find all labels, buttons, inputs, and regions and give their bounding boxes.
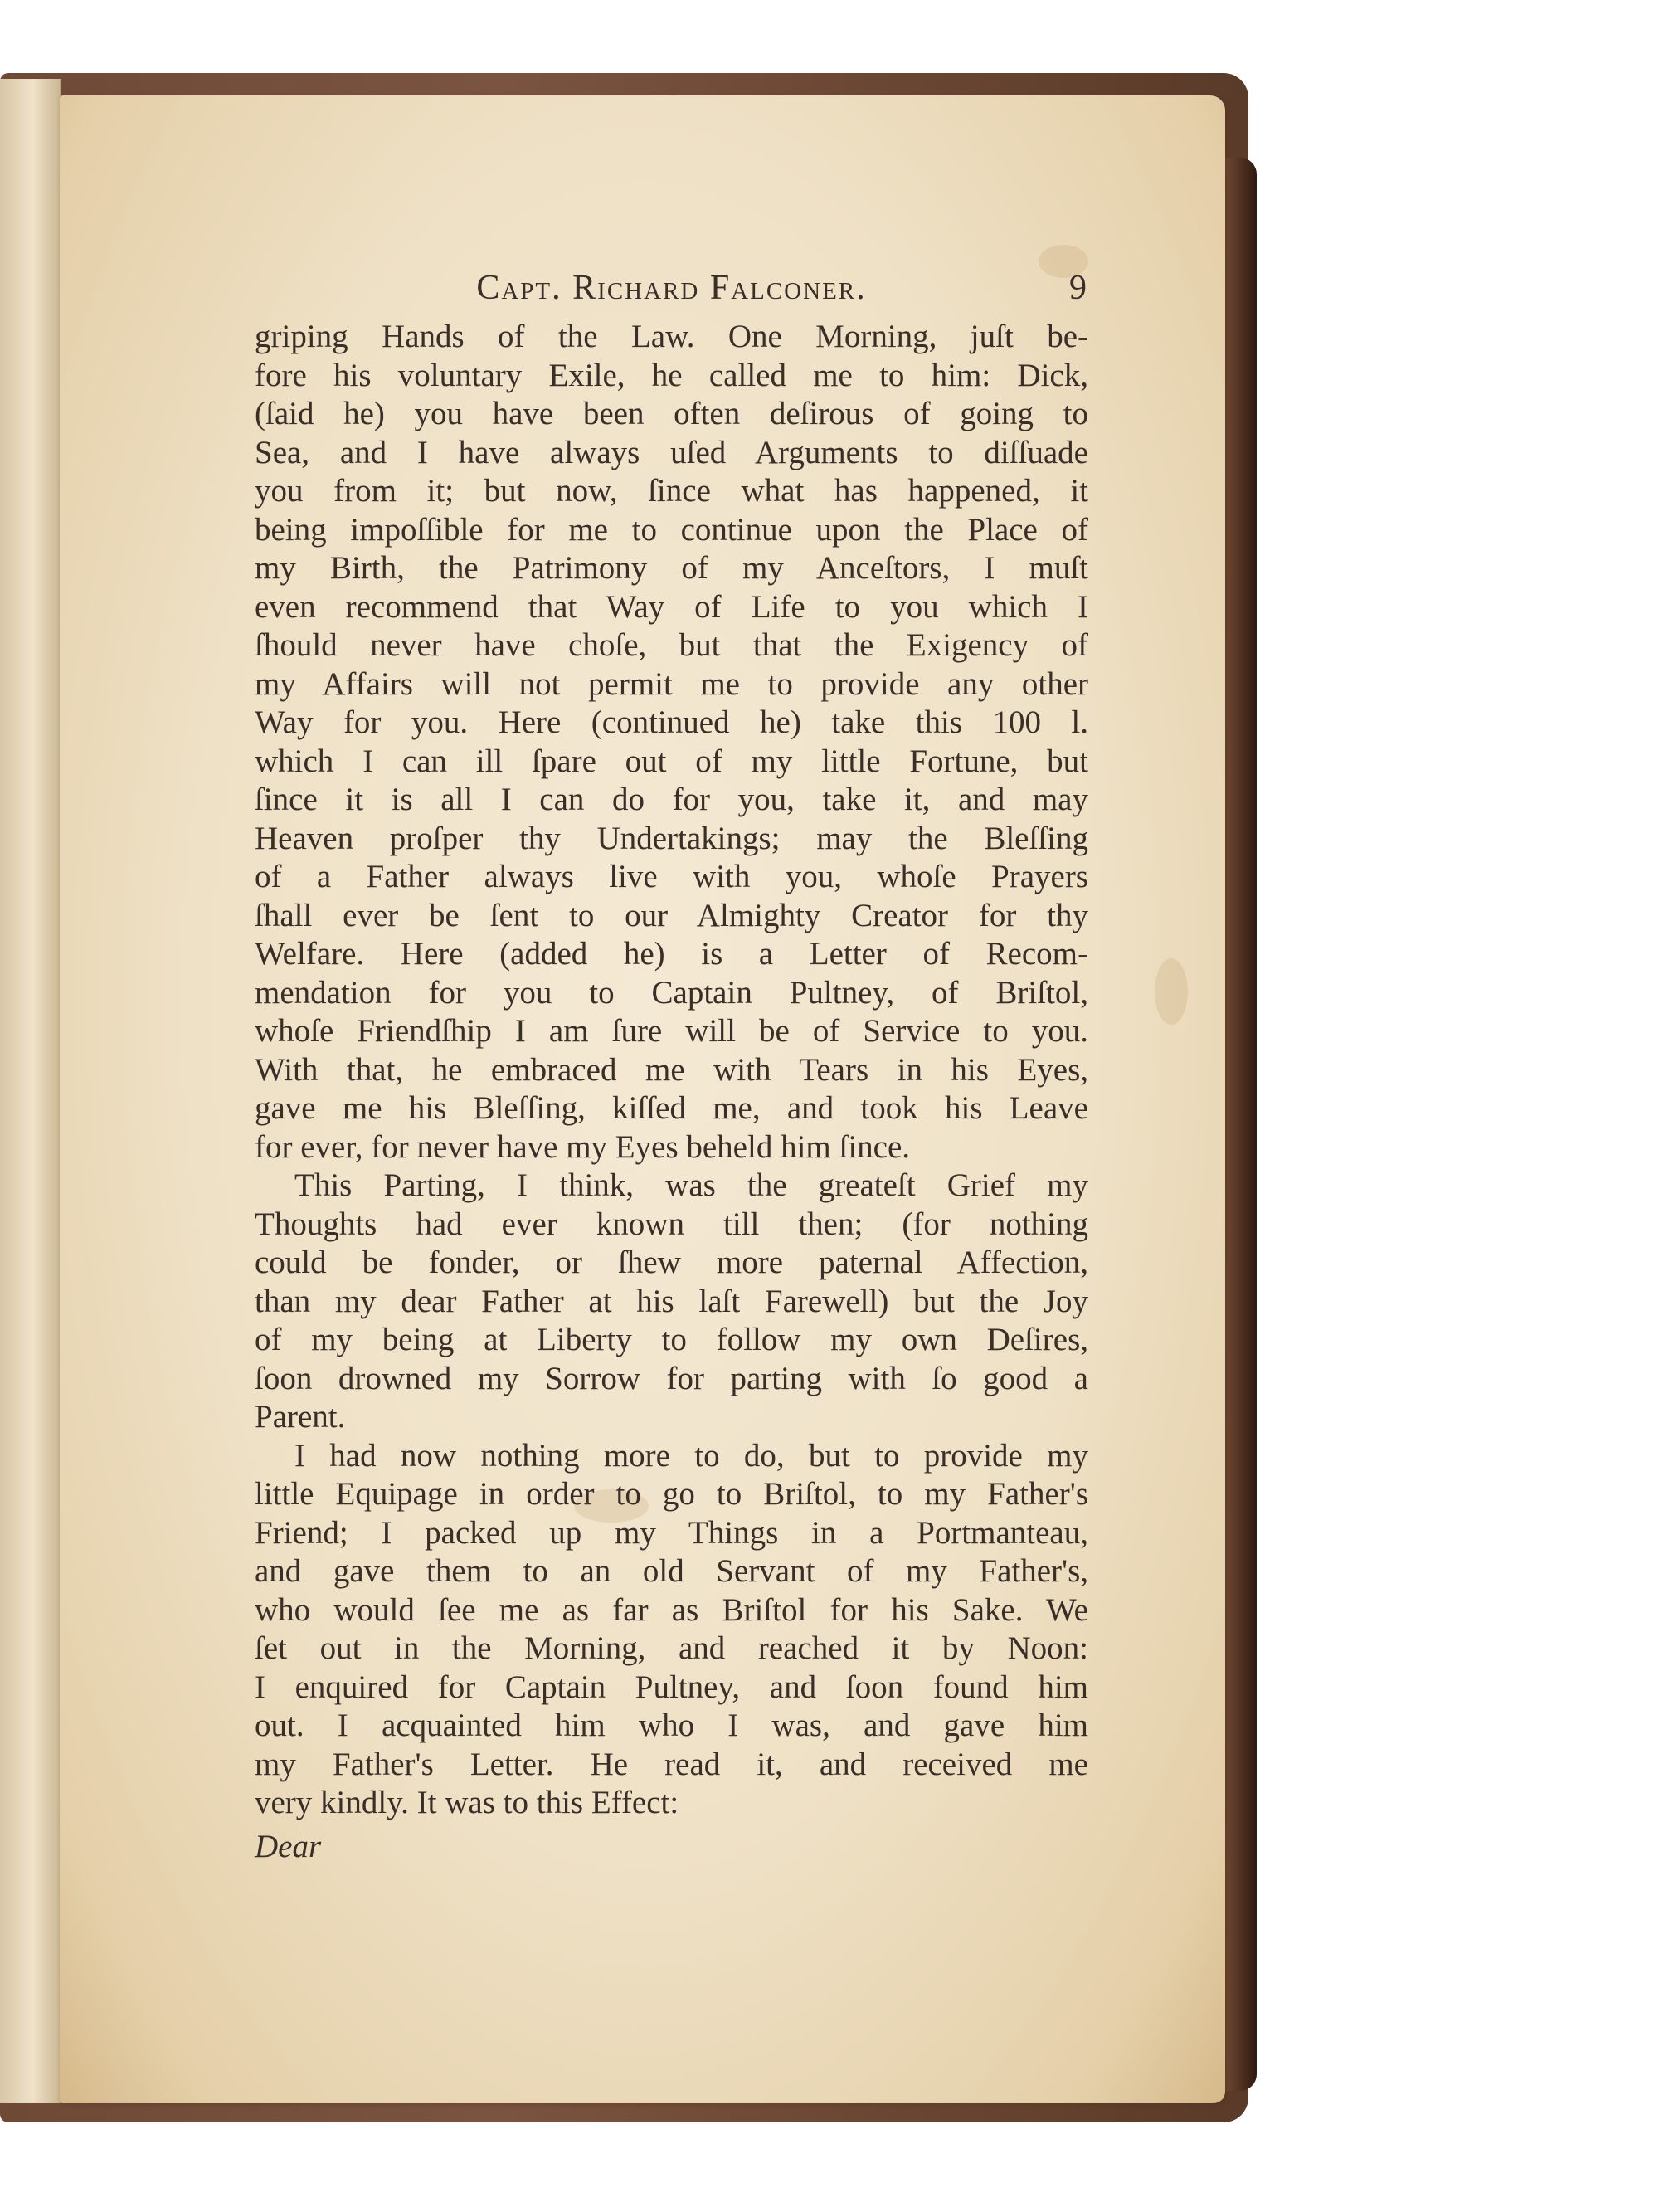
text-line: my Father's Letter. He read it, and received me [255, 1746, 1088, 1782]
running-header [255, 268, 1088, 318]
text-line: griping Hands of the Law. One Morning, juſt be- [255, 319, 1088, 354]
running-title: Capt. Richard Falconer. [476, 269, 867, 307]
text-line: for ever, for never have my Eyes beheld him ſince. [255, 1128, 911, 1165]
text-line: of a Father always live with you, whoſe Prayers [255, 859, 1088, 894]
text-line: Way for you. Here (continued he) take this 100 l. [255, 704, 1088, 740]
text-line: Heaven proſper thy Undertakings; may the Bleſſing [255, 820, 1088, 856]
text-line: even recommend that Way of Life to you which I [255, 588, 1088, 625]
text-line: Parent. [255, 1399, 346, 1435]
text-line: fore his voluntary Exile, he called me to him: Dick, [255, 357, 1088, 393]
foxing-spot [1155, 958, 1188, 1025]
text-line: very kindly. It was to this Effect: [255, 1785, 679, 1820]
page-number: 9 [1069, 269, 1088, 307]
text-line: Thoughts had ever known till then; (for nothing [255, 1206, 1088, 1242]
left-page-edges [0, 79, 61, 2103]
page-text-block [255, 268, 1088, 1866]
book-page [60, 95, 1225, 2103]
body-text [255, 318, 1088, 1866]
text-line: than my dear Father at his laſt Farewell) but the Joy [255, 1283, 1088, 1319]
catchword: Dear [255, 1828, 322, 1864]
text-line: ſhould never have choſe, but that the Exigency of [255, 627, 1088, 663]
text-line: I had now nothing more to do, but to provide my [294, 1437, 1088, 1474]
text-line: and gave them to an old Servant of my Father's, [255, 1553, 1088, 1589]
text-line: being impoſſible for me to continue upon the Place of [255, 511, 1088, 548]
text-line: whoſe Friendſhip I am ſure will be of Service to you. [255, 1013, 1088, 1049]
text-line: ſoon drowned my Sorrow for parting with ſo good a [255, 1360, 1088, 1396]
text-line: out. I acquainted him who I was, and gave him [255, 1708, 1088, 1743]
text-line: Sea, and I have always uſed Arguments to diſſuade [255, 434, 1088, 470]
text-line: (ſaid he) you have been often deſirous of going to [255, 396, 1088, 431]
text-line: ſet out in the Morning, and reached it by Noon: [255, 1630, 1088, 1666]
text-line: which I can ill ſpare out of my little Fortune, but [255, 743, 1088, 779]
text-line: I enquired for Captain Pultney, and ſoon found him [255, 1669, 1088, 1705]
text-line: ſhall ever be ſent to our Almighty Creator for thy [255, 897, 1088, 933]
text-line: Friend; I packed up my Things in a Portmanteau, [255, 1514, 1088, 1551]
text-line: could be fonder, or ſhew more paternal Affection, [255, 1245, 1088, 1280]
text-line: who would ſee me as far as Briſtol for his Sake. We [255, 1591, 1088, 1628]
text-line: little Equipage in order to go to Briſtol, to my Father's [255, 1476, 1088, 1512]
text-line: This Parting, I think, was the greateſt Grief my [294, 1167, 1088, 1203]
text-line: With that, he embraced me with Tears in his Eyes, [255, 1051, 1088, 1088]
text-line: gave me his Bleſſing, kiſſed me, and took his Leave [255, 1090, 1088, 1126]
text-line: of my being at Liberty to follow my own Deſires, [255, 1322, 1088, 1357]
text-line: mendation for you to Captain Pultney, of Briſtol, [255, 974, 1088, 1011]
text-line: ſince it is all I can do for you, take it, and may [255, 782, 1088, 817]
text-line: you from it; but now, ſince what has happened, it [255, 473, 1088, 509]
text-line: my Birth, the Patrimony of my Anceſtors, I muſt [255, 550, 1088, 586]
text-line: my Affairs will not permit me to provide any other [255, 665, 1088, 702]
text-line: Welfare. Here (added he) is a Letter of Recom- [255, 936, 1088, 972]
